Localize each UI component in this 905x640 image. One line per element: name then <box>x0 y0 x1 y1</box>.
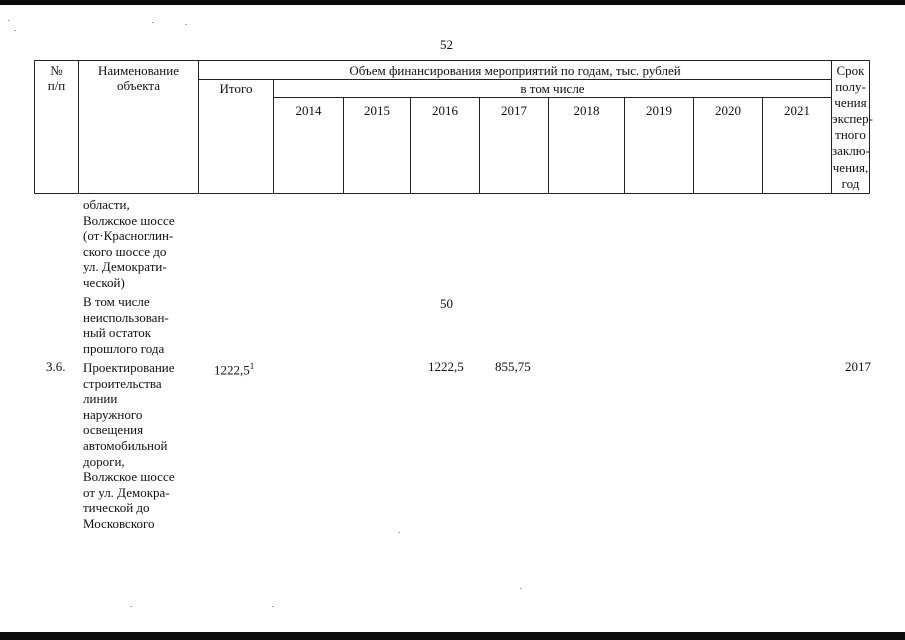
row-3-6-name-line: строительства <box>83 375 162 391</box>
header-deadline <box>832 63 873 192</box>
header-name-line1: Наименование <box>98 63 179 78</box>
header-deadline-line4: экспер- <box>832 111 873 127</box>
including-line: неиспользован- <box>83 309 169 325</box>
continuation-line: ул. Демократи- <box>83 259 167 275</box>
header-year-2020: 2020 <box>715 103 741 118</box>
header-deadline-line6: заклю- <box>832 143 870 159</box>
header-deadline-line5: тного <box>835 127 866 143</box>
row-3-6-name-line: наружного <box>83 406 143 422</box>
header-deadline-line2: полу- <box>835 79 866 95</box>
continuation-line: области, <box>83 197 130 212</box>
row-3-6-name-line: линии <box>83 391 118 407</box>
header-year-2017: 2017 <box>501 103 527 118</box>
row-continuation-name <box>83 197 201 291</box>
page-number: 52 <box>440 37 453 52</box>
header-year-2016: 2016 <box>432 103 458 118</box>
bottom-scan-border <box>0 632 905 640</box>
row-3-6-2017: 855,75 <box>495 359 531 374</box>
including-2016-value: 50 <box>440 296 453 311</box>
row-3-6-total-footnote: 1 <box>249 361 255 371</box>
row-3-6-total-value: 1222,5 <box>214 362 250 378</box>
header-deadline-line7: чения, <box>832 159 869 175</box>
row-3-6-name-line: автомобильной <box>83 437 168 453</box>
scan-speck <box>520 588 522 589</box>
scan-speck <box>185 24 187 25</box>
header-name <box>79 63 198 93</box>
header-num <box>35 63 78 93</box>
including-line: прошлого года <box>83 340 165 356</box>
including-line: ный остаток <box>83 325 152 341</box>
scan-speck <box>398 532 400 533</box>
row-3-6-name-line: освещения <box>83 422 144 438</box>
row-3-6-name-line: Волжское шоссе <box>83 469 175 485</box>
scan-speck <box>272 606 274 607</box>
header-name-line2: объекта <box>116 78 161 93</box>
header-total: Итого <box>219 81 253 96</box>
header-year-2015: 2015 <box>364 103 390 118</box>
row-3-6-name <box>83 360 201 532</box>
row-3-6-name-line: дороги, <box>83 453 125 469</box>
header-year-2014: 2014 <box>295 103 322 118</box>
scan-speck <box>14 30 16 31</box>
row-3-6-num: 3.6. <box>46 359 66 374</box>
scan-speck <box>152 22 154 23</box>
row-3-6-total <box>214 359 254 378</box>
header-including: в том числе <box>520 81 585 96</box>
header-num-line2: п/п <box>47 78 66 93</box>
header-deadline-line3: чения <box>834 95 867 111</box>
continuation-line: (от·Красноглин- <box>83 228 174 244</box>
continuation-line: Волжское шоссе <box>83 212 175 228</box>
row-3-6-name-line: Проектирование <box>83 360 175 375</box>
row-3-6-name-line: от ул. Демокра- <box>83 484 170 500</box>
header-group-title: Объем финансирования мероприятий по годам, тыс. рублей <box>349 63 681 78</box>
row-3-6-deadline: 2017 <box>845 359 871 374</box>
continuation-line: ского шоссе до <box>83 243 167 259</box>
row-3-6-2016: 1222,5 <box>428 359 464 374</box>
continuation-line: ческой) <box>83 274 125 290</box>
header-num-line1: № <box>50 63 63 78</box>
including-line: В том числе <box>83 294 150 309</box>
row-3-6-name-line: Московского <box>83 515 155 531</box>
row-3-6-name-line: тической до <box>83 500 150 516</box>
header-year-2018: 2018 <box>573 103 600 118</box>
row-including-name <box>83 294 201 356</box>
header-year-2021: 2021 <box>784 103 810 118</box>
header-deadline-line1: Срок <box>836 63 865 78</box>
header-deadline-line8: год <box>841 175 860 191</box>
scan-speck <box>8 20 10 21</box>
scan-speck <box>130 606 132 607</box>
header-year-2019: 2019 <box>646 103 672 118</box>
